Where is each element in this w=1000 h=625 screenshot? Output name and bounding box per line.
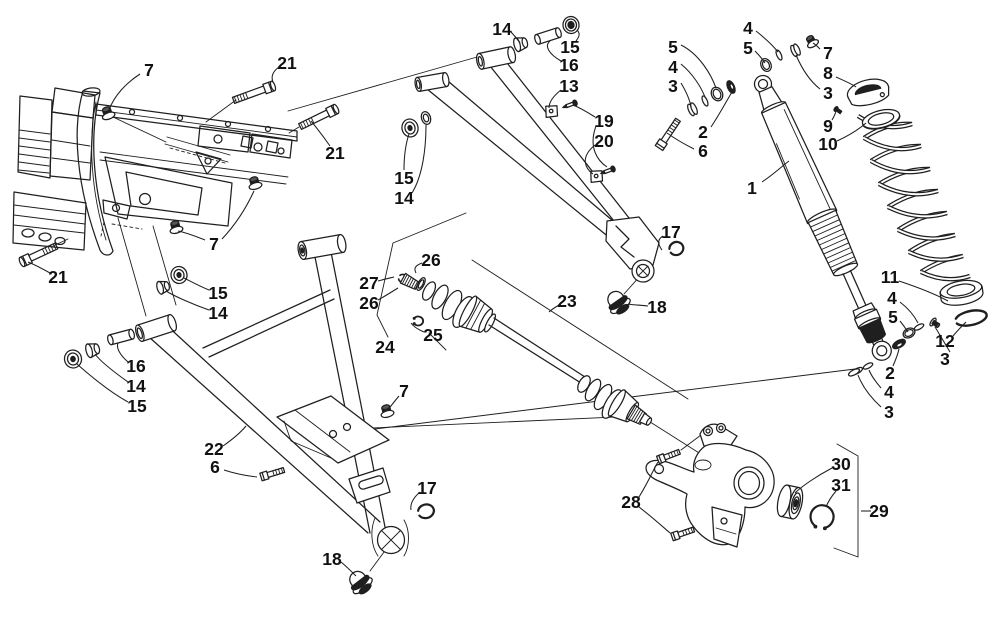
callout-leader-6 [667,133,694,149]
callout-label-29-55: 29 [869,501,889,521]
callout-leader-5 [755,51,765,63]
callout-label-16-9: 16 [559,55,579,75]
callout-leader-8 [836,77,856,87]
coil-spring [845,75,988,328]
callout-label-12-29: 12 [935,331,955,351]
callout-leader-28 [639,507,670,533]
callout-label-21-3: 21 [48,267,68,287]
callout-label-13-10: 13 [559,76,579,96]
callout-label-18-35: 18 [647,297,667,317]
callout-leader-27 [378,277,394,281]
callout-label-21-1: 21 [277,53,297,73]
upper-a-arm [400,15,685,318]
callout-leader-7 [178,231,205,240]
callout-label-7-4: 7 [209,234,219,254]
callout-label-26-39: 26 [359,293,379,313]
callout-leader-3 [796,55,820,89]
callout-label-7-0: 7 [144,60,154,80]
callout-label-14-7: 14 [492,19,512,39]
callout-label-2-31: 2 [885,363,895,383]
callout-label-2-16: 2 [698,122,708,142]
callout-label-22-47: 22 [204,439,224,459]
callout-label-4-14: 4 [668,57,678,77]
callout-label-14-6: 14 [208,303,228,323]
callout-label-9-23: 9 [823,116,833,136]
callout-leader-15 [77,364,128,402]
callout-leader-10 [837,123,866,141]
callout-leader-4 [681,64,705,97]
callout-leader-14 [95,354,128,382]
spring-retainer [845,75,892,109]
callout-leader-18 [341,562,356,576]
callout-label-6-17: 6 [698,141,708,161]
callout-label-26-37: 26 [421,250,441,270]
callout-leader-4 [869,370,881,388]
callout-label-3-22: 3 [823,83,833,103]
callout-leader-18 [628,304,648,306]
callout-label-4-32: 4 [884,382,894,402]
callout-leader-19 [573,105,595,117]
callout-leader-15 [404,134,409,170]
callout-leader-5 [681,45,716,88]
callout-label-10-24: 10 [818,134,838,154]
lower-ball-joint [344,566,376,598]
callout-leader-7 [109,74,140,110]
steering-knuckle [646,424,858,558]
callout-label-20-12: 20 [594,131,614,151]
callout-leader-21 [28,262,50,273]
callout-leader-6 [224,470,257,477]
callout-label-4-27: 4 [887,288,897,308]
callout-label-24-41: 24 [375,337,395,357]
callout-label-18-51: 18 [322,549,342,569]
upper-ball-joint [602,286,634,318]
callout-label-14-43: 14 [394,188,414,208]
callout-leader-3 [681,83,691,107]
callout-label-16-44: 16 [126,356,146,376]
callout-leader-7 [222,191,254,239]
callout-label-23-36: 23 [557,291,577,311]
callout-label-21-2: 21 [325,143,345,163]
callout-label-27-38: 27 [359,273,379,293]
callout-leader-7 [388,396,399,410]
callout-label-1-25: 1 [747,178,757,198]
callout-label-3-33: 3 [884,402,894,422]
callout-label-19-11: 19 [594,111,614,131]
callout-label-28-52: 28 [621,492,641,512]
callout-label-3-15: 3 [668,76,678,96]
callout-leader-4 [900,302,918,323]
callout-label-25-40: 25 [423,325,443,345]
bearing-snap-ring [809,503,836,530]
callout-leader-22 [223,426,246,446]
callout-leader-26 [378,288,398,300]
callout-label-31-54: 31 [831,475,851,495]
callout-leader-5 [900,321,908,332]
callout-leader-4 [756,31,778,52]
callout-label-17-34: 17 [661,222,681,242]
callout-label-15-46: 15 [127,396,147,416]
callout-label-15-8: 15 [560,37,580,57]
callout-label-8-21: 8 [823,63,833,83]
callout-label-5-13: 5 [668,37,678,57]
spring-retaining-ring [955,308,988,328]
callout-label-5-28: 5 [888,307,898,327]
callout-label-6-48: 6 [210,457,220,477]
callout-leaders [28,30,966,576]
callout-label-7-49: 7 [399,381,409,401]
callout-label-11-26: 11 [880,267,900,287]
callout-label-30-53: 30 [831,454,851,474]
callout-label-17-50: 17 [417,478,437,498]
callout-label-5-19: 5 [743,38,753,58]
callout-label-4-18: 4 [743,18,753,38]
callout-label-14-45: 14 [126,376,146,396]
callout-labels [48,18,955,569]
frame-chassis [13,87,297,255]
callout-leader-3 [858,375,881,407]
lower-a-arm [63,234,436,598]
wheel-bearing [775,484,805,520]
callout-label-3-30: 3 [940,349,950,369]
callout-leader-1 [762,161,789,182]
callout-label-7-20: 7 [823,43,833,63]
callout-leader-15 [184,278,209,290]
callout-label-15-5: 15 [208,283,228,303]
callout-label-15-42: 15 [394,168,414,188]
